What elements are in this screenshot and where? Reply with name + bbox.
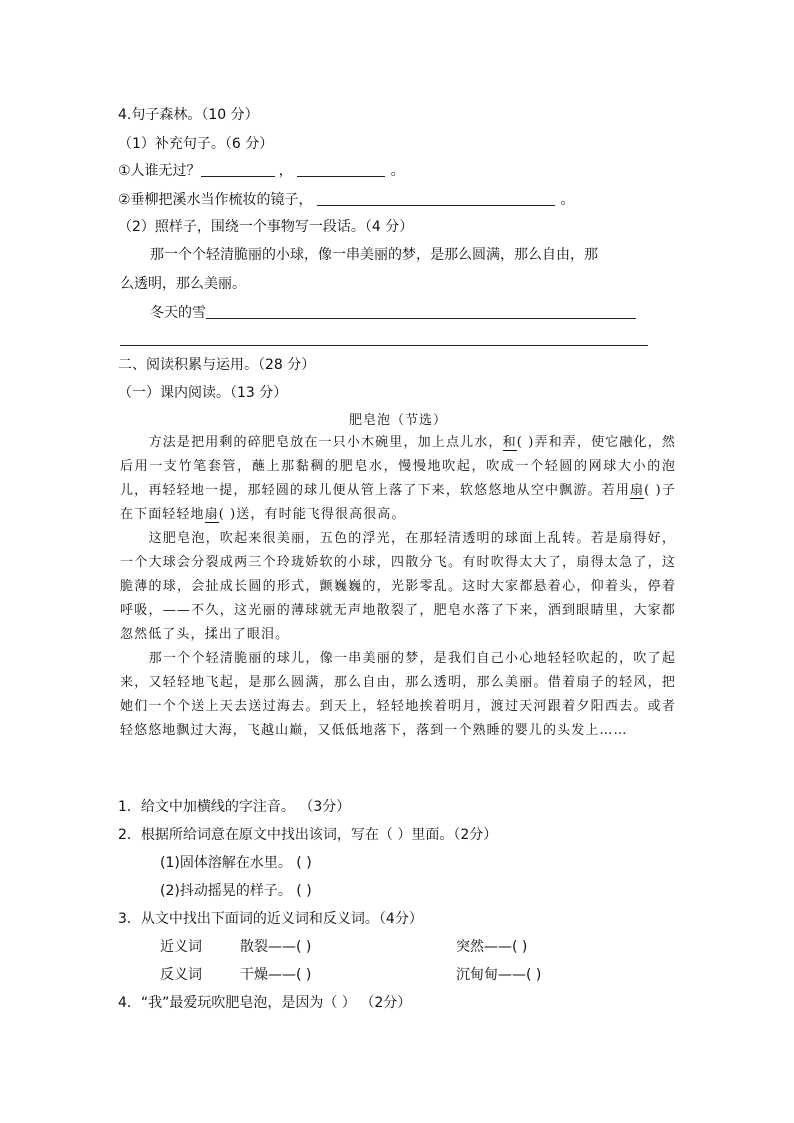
q4-item1-prefix: ①人谁无过？ xyxy=(118,163,201,179)
p1-text-c: ( )子在下面轻轻地 xyxy=(120,483,676,522)
winter-answer-line2[interactable] xyxy=(120,345,648,346)
underlined-char-shan-2: 扇 xyxy=(204,507,219,522)
q4-item2 xyxy=(118,189,575,211)
passage-title: 肥皂泡（节选） xyxy=(348,413,447,428)
q4-item1-end: 。 xyxy=(390,163,405,179)
q4-item1 xyxy=(118,160,405,182)
q4-sub2: （2）照样子，围绕一个事物写一段话。（4 分） xyxy=(118,219,414,235)
p1-text-a: 方法是把用剩的碎肥皂放在一只小木碗里，加上点儿水， xyxy=(148,435,503,450)
q4-sub1: （1）补充句子。（6 分） xyxy=(118,136,274,152)
question-1: 1．给文中加横线的字注音。 （3分） xyxy=(118,799,351,815)
example-line2: 么透明，那么美丽。 xyxy=(120,276,246,292)
q3-synonym-1: 散裂——( ) xyxy=(240,939,312,955)
example-line1: 那一个个轻清脆丽的小球，像一串美丽的梦，是那么圆满，那么自由，那 xyxy=(150,247,598,263)
underlined-char-he: 和 xyxy=(502,435,517,450)
q3-synonym-2: 突然——( ) xyxy=(456,939,528,955)
question-2a: (1)固体溶解在水里。 ( ) xyxy=(160,855,312,871)
section2-heading: 二、阅读积累与运用。（28 分） xyxy=(118,357,316,373)
section2-part1: （一）课内阅读。（13 分） xyxy=(118,385,288,401)
question-2: 2．根据所给词意在原文中找出该词，写在（ ）里面。（2分） xyxy=(118,827,498,843)
winter-prompt-label: 冬天的雪 xyxy=(150,305,206,321)
winter-prompt xyxy=(150,302,636,324)
q3-antonym-label: 反义词 xyxy=(160,967,202,983)
q4-item1-blank1[interactable] xyxy=(201,162,275,177)
q3-synonym-label: 近义词 xyxy=(160,939,202,955)
passage-paragraph-3: 那一个个轻清脆丽的球儿，像一串美丽的梦，是我们自己小心地轻轻吹起的，吹了起来，又轻轻地飞起，是那么圆满，那么自由，那么透明，那么美丽。借着扇子的轻风，把她们一个个送上天去送过海去。到天上，轻轻地挨着明月，渡过天河跟着夕阳西去。或者轻悠悠地飘过大海，飞越山巅，又低低地落下，落到一个熟睡的婴儿的头发上…… xyxy=(120,651,676,738)
underlined-char-shan-1: 扇 xyxy=(630,483,645,498)
q4-item2-blank[interactable] xyxy=(317,191,555,206)
question-3: 3．从文中找出下面词的近义词和反义词。（4分） xyxy=(118,911,423,927)
p1-text-d: ( )送，有时能飞得很高很高。 xyxy=(218,507,406,522)
q4-item1-blank2[interactable] xyxy=(297,162,385,177)
question-2b: (2)抖动摇晃的样子。 ( ) xyxy=(160,883,312,899)
q4-item1-mid: ， xyxy=(278,163,293,179)
winter-answer-line1[interactable] xyxy=(206,304,636,319)
q3-antonym-2: 沉甸甸——( ) xyxy=(456,967,542,983)
q4-item2-prefix: ②垂柳把溪水当作梳妆的镜子， xyxy=(118,192,313,208)
passage-body xyxy=(120,431,676,743)
passage-paragraph-1 xyxy=(120,431,676,527)
p1-text-b: ( )弄和弄，使它融化，然后用一支竹笔套管，蘸上那黏稠的肥皂水，慢慢地吹起，吹成一个轻圆的网球大小的泡儿，再轻轻地一提，那轻圆的球儿便从管上落了下来，软悠悠地从空中飘游。若用 xyxy=(120,435,676,498)
passage-paragraph-2: 这肥皂泡，吹起来很美丽，五色的浮光，在那轻清透明的球面上乱转。若是扇得好，一个大球会分裂成两三个玲珑娇软的小球，四散分飞。有时吹得太大了，扇得太急了，这脆薄的球，会扯成长圆的形式，颤巍巍的，光影零乱。这时大家都悬着心，仰着头，停着呼吸，——不久，这光丽的薄球就无声地散裂了，肥皂水落了下来，洒到眼睛里，大家都忽然低了头，揉出了眼泪。 xyxy=(120,531,676,642)
question-4: 4．“我”最爱玩吹肥皂泡，是因为（ ） （2分） xyxy=(118,995,412,1011)
q3-antonym-1: 干燥——( ) xyxy=(240,967,312,983)
q4-heading: 4.句子森林。（10 分） xyxy=(118,107,259,123)
q4-item2-end: 。 xyxy=(560,192,575,208)
